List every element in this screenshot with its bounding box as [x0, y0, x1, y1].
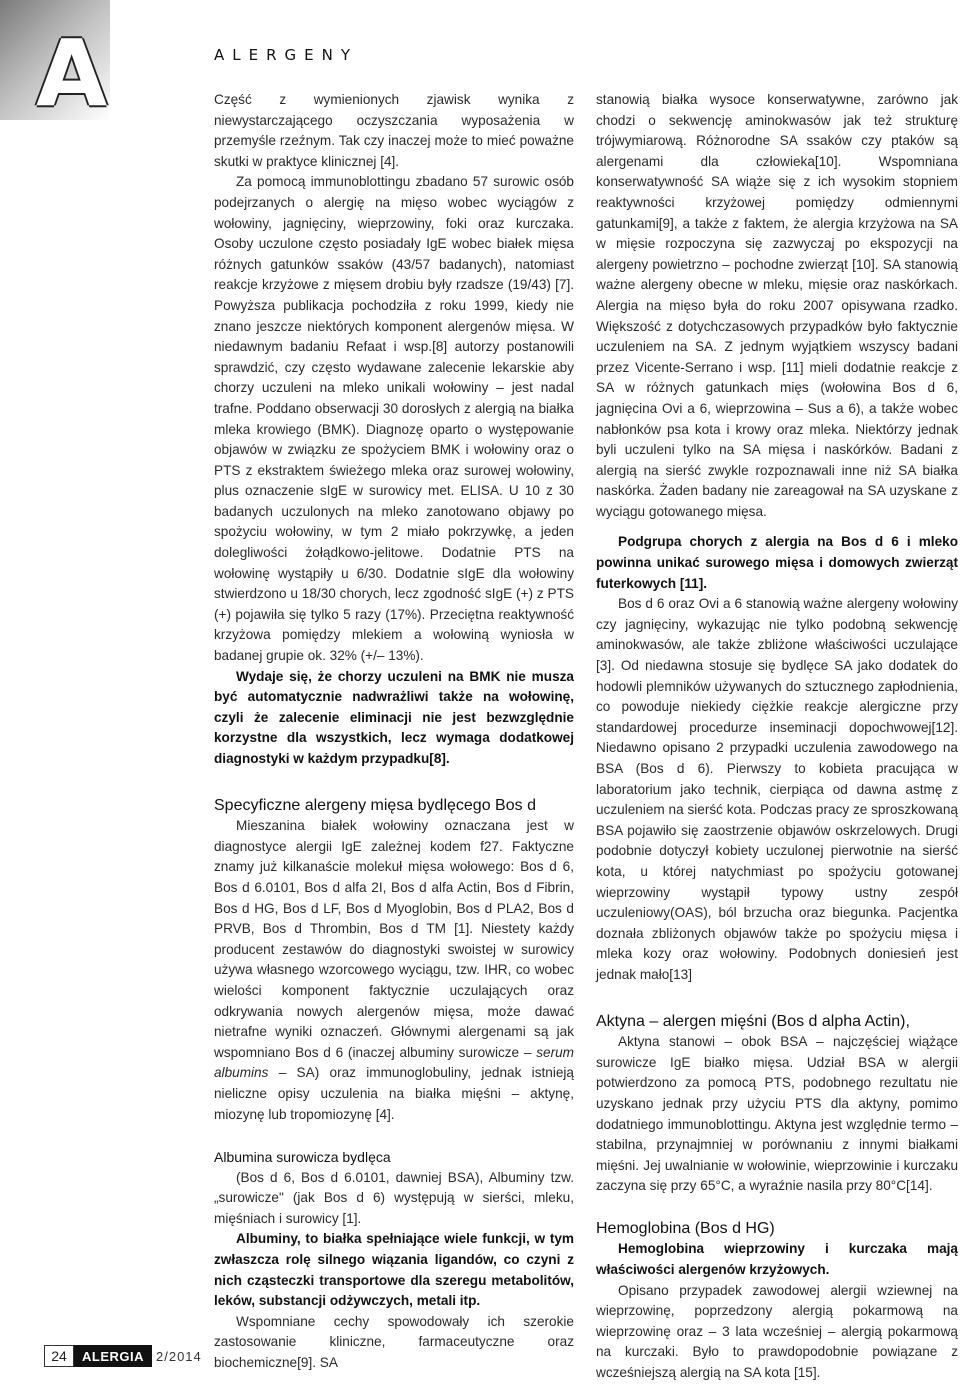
page-footer	[44, 1345, 202, 1367]
corner-decoration	[0, 0, 110, 127]
highlight-paragraph: Wydaje się, że chorzy uczuleni na BMK nie musza być automatycznie nadwrażliwi także na wołowinę, czyli że zalecenie eliminacji nie jest bezwzględnie korzystne dla wszystkich, lecz wymaga dodatkowej diagnostyki w każdym przypadku[8].	[214, 668, 574, 766]
section-heading: Specyficzne alergeny mięsa bydlęcego Bos d	[214, 796, 536, 814]
section-heading: Aktyna – alergen mięśni (Bos d alpha Actin),	[596, 1012, 910, 1030]
section-label: ALERGENY	[214, 46, 359, 64]
issue-number: 2/2014	[156, 1348, 202, 1364]
section-letter: A	[36, 20, 108, 127]
highlight-paragraph: Albuminy, to białka spełniające wiele funkcji, w tym zwłaszcza rolę silnego wiązania ligandów, co czyni z nich cząsteczki transportowe dla szeregu metabolitów, leków, substancji odżywczych, metali itp.	[214, 1231, 574, 1309]
page-number: 24	[44, 1345, 74, 1367]
section-heading: Hemoglobina (Bos d HG)	[596, 1219, 775, 1237]
highlight-paragraph: Podgrupa chorych z alergia na Bos d 6 i mleko powinna unikać surowego mięsa i domowych zwierząt futerkowych [11].	[596, 534, 958, 591]
emphasis: serum albumins	[214, 1044, 574, 1081]
paragraph: Mieszanina białek wołowiny oznaczana jest w diagnostyce alergii IgE zależnej kodem f27. Faktyczne znamy już kilkanaście molekuł mięsa wołowego: Bos d 6, Bos d 6.0101, Bos d alfa 2I, Bos d alfa Actin, Bos d Fibrin, Bos d HG, Bos d LF, Bos d Myoglobin, Bos d PLA2, Bos d PRVB, Bos d Thrombin, Bos d TM [1]. Niestety każdy producent zestawów do diagnostyki swoistej w surowicy używa własnego wzorcowego wyciągu, tzw. IHR, co wobec wielości komponent faktycznie uczulających oraz odkrywania nowych alergenów mięsa, może dawać nietrafne wyniki oznaczeń. Głównymi alergenami są jak wspomniano Bos d 6 (inaczej albuminy surowicze – serum albumins – SA) oraz immunoglobuliny, jednak istnieją nieliczne opisy uczulenia na białka mięśni – aktynę, miozynę lub tropomiozynę [4].	[214, 818, 574, 1122]
paragraph: stanowią białka wysoce konserwatywne, zarówno jak chodzi o sekwencję aminokwasów jak też strukturę trójwymiarową. Różnorodne SA ssaków czy ptaków są alergenami dla człowieka[10]. Wspomniana konserwatywność SA wiąże się z ich wysokim stopniem reaktywności krzyżowej pomiędzy odmiennymi gatunkami[9], a także z faktem, że alergia krzyżowa na SA w mięsie rozpoczyna się zazwyczaj po ekspozycji na alergeny powietrzno – pochodne zwierząt [10]. SA stanowią ważne alergeny obecne w mleku, mięsie oraz naskórkach. Alergia na mięso była do roku 2007 opisywana rzadko. Większość z dotychczasowych przypadków było faktycznie uczuleniem na SA. Z jednym wyjątkiem wszyscy badani przez Vicente-Serrano i wsp. [11] mieli dodatnie reakcje z SA w różnych gatunkach mięs (wołowina Bos d 6, jagnięcina Ovi a 6, wieprzowina – Sus a 6), a także wobec nabłonków psa kota i krowy oraz mleka. Niektórzy jednak byli uczuleni tylko na SA mięsa i naskórków. Badani z alergią na sierść zwykle rozpoznawali inne niż SA białka naskórka. Żaden badany nie zareagował na SA uzyskane z wyciągu gotowanego mięsa.	[596, 92, 958, 519]
paragraph: (Bos d 6, Bos d 6.0101, dawniej BSA), Albuminy tzw. „surowicze" (jak Bos d 6) występują w sierści, mleku, mięśniach i surowicy [1].	[214, 1169, 574, 1226]
paragraph: Aktyna stanowi – obok BSA – najczęściej wiążące surowicze IgE białko mięsa. Udział BSA w alergii potwierdzono za pomocą PTS, podobnego rezultatu nie uzyskano jednak przy użyciu PTS dla aktyny, pomimo dodatniego immunoblottingu. Aktyna jest względnie termo – stabilna, przynajmniej w porównaniu z innymi białkami mięśni. Jej uwalnianie w wołowinie, wieprzowinie i kurczaku zaczyna się przy 65°C, a wyraźnie nasila przy 80°C[14].	[596, 1034, 958, 1194]
paragraph: Bos d 6 oraz Ovi a 6 stanowią ważne alergeny wołowiny czy jagnięciny, wykazując nie tylko podobną sekwencję aminokwasów, ale także zbliżone właściwości uczulające [3]. Od niedawna stosuje się bydlęce SA jako dodatek do hodowli plemników używanych do sztucznego zapłodnienia, co powoduje niekiedy ciężkie reakcje alergiczne przy standardowej procedurze inseminacji dopochwowej[12]. Niedawno opisano 2 przypadki uczulenia zawodowego na BSA (Bos d 6). Pierwszy to kobieta pracująca w laboratorium jako technik, cierpiąca od dawna astmę z uczuleniem na sierść kota. Podczas pracy ze sproszkowaną BSA pojawiło się zaostrzenie objawów oskrzelowych. Drugi podobnie dotyczył kobiety uczulonej pierwotnie na sierść kota, u której natychmiast po spożyciu gotowanej wieprzowiny wystąpił typowy ustny zespół uczuleniowy(OAS), ból brzucha oraz biegunka. Pacjentka doznała zbliżonych objawów także po spożyciu mięsa i mleka kozy oraz wołowiny. Podobnych doniesień jest jednak mało[13]	[596, 596, 958, 982]
paragraph: Za pomocą immunoblottingu zbadano 57 surowic osób podejrzanych o alergię na mięso wobec wyciągów z wołowiny, jagnięciny, wieprzowiny, foki oraz kurczaka. Osoby uczulone często posiadały IgE wobec białek mięsa różnych gatunków ssaków (43/57 badanych), natomiast reakcje krzyżowe z mięsem drobiu były rzadsze (19/43) [7]. Powyższa publikacja pochodziła z roku 1999, kiedy nie znano jeszcze niektórych komponent alergenów mięsa. W niedawnym badaniu Refaat i wsp.[8] autorzy postanowili sprawdzić, czy często wydawane zalecenie lekarskie aby chorzy uczuleni na mleko unikali wołowiny – jest nadal trafne. Poddano obserwacji 30 dorosłych z alergią na białka mleka krowiego (BMK). Diagnozę oparto o występowanie objawów w związku ze spożyciem BMK i wołowiny oraz o PTS z ekstraktem świeżego mleka oraz surowej wołowiny, plus oznaczenie sIgE w surowicy met. ELISA. U 10 z 30 badanych uczulonych na mleko zanotowano objawy po spożyciu wołowiny, w tym 2 miało pokrzywkę, a jeden dolegliwości żołądkowo-jelitowe. Dodatnie PTS na wołowinę wystąpiły u 6/30. Dodatnie sIgE dla wołowiny stwierdzono u 18/30 chorych, lecz zgodność sIgE (+) z PTS (+) pojawiła się tylko 5 razy (17%). Przeciętna reaktywność krzyżowa pomiędzy mlekiem a wołowiną wyniosła w badanej grupie ok. 32% (+/– 13%).	[214, 174, 574, 664]
left-column	[214, 90, 574, 1374]
paragraph: Wspomniane cechy spowodowały ich szerokie zastosowanie kliniczne, farmaceutyczne oraz biochemiczne[9]. SA	[214, 1313, 574, 1371]
paragraph: Opisano przypadek zawodowej alergii wziewnej na wieprzowinę, poprzedzony alergią pokarmową na wieprzowinę oraz – 3 lata wcześniej – alergią pokarmową na kurczaki. Było to prawdopodobnie powiązane z wcześniejszą alergią na SA kota [15].	[596, 1282, 958, 1381]
paragraph: Część z wymienionych zjawisk wynika z niewystarczającego oczyszczania wyposażenia w przemyśle rzeźnym. Tak czy inaczej może to mieć poważne skutki w praktyce klinicznej [4].	[214, 92, 574, 169]
journal-brand: ALERGIA	[74, 1345, 152, 1367]
subsection-heading: Albumina surowicza bydlęca	[214, 1149, 391, 1166]
highlight-paragraph: Hemoglobina wieprzowiny i kurczaka mają właściwości alergenów krzyżowych.	[596, 1241, 958, 1278]
right-column	[596, 90, 958, 1384]
